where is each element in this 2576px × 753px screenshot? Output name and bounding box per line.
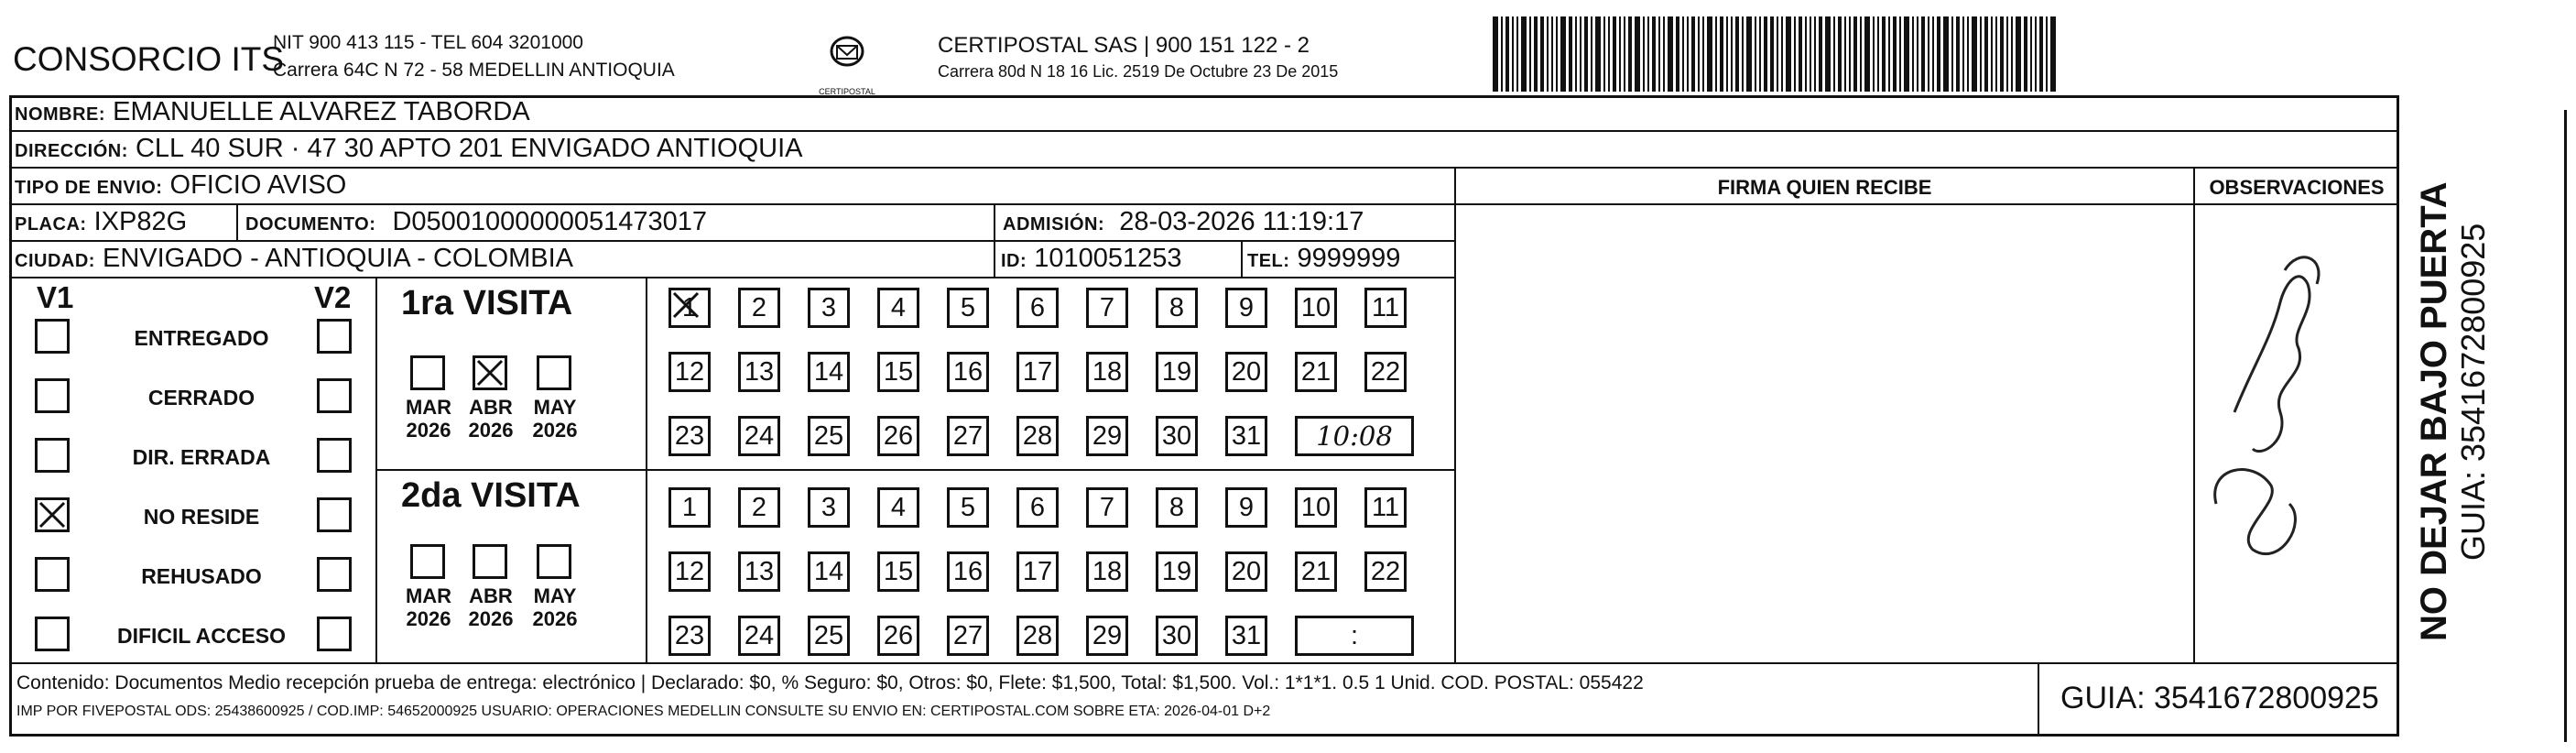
day-box-7[interactable]: 7: [1086, 288, 1128, 328]
day-box-17[interactable]: 17: [1016, 352, 1059, 392]
barcode-bar: [1853, 16, 1857, 92]
barcode-bar: [1899, 16, 1901, 92]
barcode-bar: [1512, 16, 1514, 92]
day-box-13[interactable]: 13: [738, 551, 780, 592]
barcode-bar: [1877, 16, 1879, 92]
document-label: DOCUMENTO:: [245, 214, 376, 235]
day-box-6[interactable]: 6: [1016, 487, 1059, 528]
day-box-6[interactable]: 6: [1016, 288, 1059, 328]
reason-label: NO RESIDE: [143, 505, 260, 529]
company-nit: NIT 900 413 115 - TEL 604 3201000: [273, 32, 583, 53]
day-box-31[interactable]: 31: [1225, 616, 1267, 656]
day-box-14[interactable]: 14: [808, 352, 850, 392]
city: [15, 244, 573, 274]
signature-column-header: FIRMA QUIEN RECIBE: [1717, 176, 1932, 199]
day-box-26[interactable]: 26: [877, 616, 919, 656]
month-name: MAY: [533, 396, 577, 419]
footer-guia: GUIA: 3541672800925: [2060, 681, 2379, 715]
admission-value: 28-03-2026 11:19:17: [1119, 207, 1364, 236]
reason-label: ENTREGADO: [134, 326, 269, 350]
month-checkbox-may[interactable]: [537, 544, 571, 579]
document-number: [245, 207, 707, 237]
v2-header: V2: [314, 280, 352, 314]
barcode-bar: [1547, 16, 1549, 92]
city-label: CIUDAD:: [15, 251, 95, 271]
carrier-name: CERTIPOSTAL SAS | 900 151 122 - 2: [938, 33, 1310, 58]
barcode-bar: [1628, 16, 1632, 92]
day-box-25[interactable]: 25: [808, 616, 850, 656]
day-box-14[interactable]: 14: [808, 551, 850, 592]
barcode-bar: [1932, 16, 1934, 92]
day-box-5[interactable]: 5: [947, 487, 989, 528]
day-box-22[interactable]: 22: [1364, 352, 1407, 392]
observations-column-header: OBSERVACIONES: [2209, 176, 2385, 199]
reason-label: DIR. ERRADA: [132, 445, 271, 469]
logo-caption: CERTIPOSTAL: [819, 87, 875, 96]
recipient-address: [15, 134, 802, 164]
barcode-bar: [2039, 16, 2043, 92]
barcode-bar: [1995, 16, 1997, 92]
reason-label: REHUSADO: [141, 564, 262, 588]
barcode-bar: [2030, 16, 2032, 92]
barcode-bar: [1652, 16, 1656, 92]
day-box-27[interactable]: 27: [947, 416, 989, 456]
barcode-bar: [1860, 16, 1862, 92]
address-value: CLL 40 SUR · 47 30 APTO 201 ENVIGADO ANTIOQUIA: [135, 134, 803, 163]
carrier-license: Carrera 80d N 18 16 Lic. 2519 De Octubre 23 De 2015: [938, 62, 1339, 81]
footer-print-line: IMP POR FIVEPOSTAL ODS: 25438600925 / COD.IMP: 54652000925 USUARIO: OPERACIONES MEDELLIN CONSULTE SU ENVIO EN: CERTIPOSTAL.COM SOBRE ETA: 2026-04-01 D+2: [16, 704, 1271, 719]
barcode-bar: [1991, 16, 1993, 92]
barcode-bar: [1619, 16, 1621, 92]
barcode-bar: [1777, 16, 1778, 92]
barcode-bar: [1687, 16, 1689, 92]
barcode-bar: [1720, 16, 1723, 92]
handwritten-observation: [2198, 229, 2353, 577]
day-box-8[interactable]: 8: [1156, 487, 1198, 528]
barcode-bar: [1956, 16, 1960, 92]
day-box-18[interactable]: 18: [1086, 352, 1128, 392]
city-value: ENVIGADO - ANTIOQUIA - COLOMBIA: [103, 244, 574, 273]
month-checkbox-may[interactable]: [537, 355, 571, 390]
day-box-24[interactable]: 24: [738, 416, 780, 456]
day-box-12[interactable]: 12: [668, 551, 711, 592]
day-box-2[interactable]: 2: [738, 288, 780, 328]
month-year: 2026: [468, 419, 514, 442]
barcode-bar: [2050, 16, 2056, 92]
v2-checkbox-3[interactable]: [317, 497, 352, 532]
barcode-bar: [1928, 16, 1929, 92]
barcode-bar: [1635, 16, 1640, 92]
barcode-bar: [1746, 16, 1752, 92]
day-box-22[interactable]: 22: [1364, 551, 1407, 592]
barcode-bar: [1676, 16, 1679, 92]
day-box-13[interactable]: 13: [738, 352, 780, 392]
day-box-9[interactable]: 9: [1225, 288, 1267, 328]
day-box-1[interactable]: 1: [668, 487, 711, 528]
barcode-bar: [1912, 16, 1914, 92]
barcode-bar: [1735, 16, 1739, 92]
month-label: [399, 396, 458, 442]
barcode-bar: [1668, 16, 1673, 92]
barcode-bar: [1882, 16, 1886, 92]
barcode-bar: [1516, 16, 1518, 92]
barcode-bar: [2024, 16, 2027, 92]
day-box-7[interactable]: 7: [1086, 487, 1128, 528]
month-label: [462, 396, 520, 442]
footer-content-line: Contenido: Documentos Medio recepción prueba de entrega: electrónico | Declarado: $0, % Seguro: $0, Otros: $0, Flete: $1,500, Total: $1,500. Vol.: 1*1*1. 0.5 1 Unid. COD. POSTAL: 055422: [16, 672, 1644, 693]
barcode-bar: [1560, 16, 1566, 92]
barcode-bar: [1819, 16, 1822, 92]
barcode-bar: [1805, 16, 1807, 92]
barcode-bar: [1603, 16, 1605, 92]
name-value: EMANUELLE ALVAREZ TABORDA: [113, 97, 530, 126]
day-box-30[interactable]: 30: [1156, 616, 1198, 656]
barcode-bar: [1893, 16, 1897, 92]
admission-label: ADMISIÓN:: [1003, 214, 1105, 235]
day-box-4[interactable]: 4: [877, 487, 919, 528]
barcode-bar: [1726, 16, 1728, 92]
company-address: Carrera 64C N 72 - 58 MEDELLIN ANTIOQUIA: [273, 60, 675, 81]
day-box-16[interactable]: 16: [947, 352, 989, 392]
barcode-bar: [1731, 16, 1733, 92]
time-box[interactable]: :: [1295, 616, 1414, 656]
envelope-icon: [815, 33, 879, 88]
barcode-bar: [1833, 16, 1835, 92]
barcode-bar: [1873, 16, 1875, 92]
plate: [15, 207, 187, 237]
day-box-25[interactable]: 25: [808, 416, 850, 456]
month-name: MAY: [533, 584, 577, 607]
document-value: D05001000000051473017: [392, 207, 707, 236]
month-checkbox-abr[interactable]: [473, 544, 507, 579]
barcode-bar: [1682, 16, 1684, 92]
barcode-bar: [1702, 16, 1704, 92]
barcode-bar: [1742, 16, 1744, 92]
barcode-bar: [1794, 16, 1796, 92]
month-year: 2026: [406, 419, 451, 442]
reason-label: DIFICIL ACCESO: [116, 624, 286, 648]
barcode-bar: [2046, 16, 2048, 92]
barcode-bar: [1962, 16, 1964, 92]
barcode-bar: [1691, 16, 1695, 92]
v1-checkbox-5[interactable]: [35, 617, 70, 651]
month-name: ABR: [469, 396, 513, 419]
day-box-1[interactable]: 1: [668, 288, 711, 328]
barcode-bar: [1551, 16, 1553, 92]
barcode-bar: [1770, 16, 1774, 92]
barcode-bar: [1917, 16, 1918, 92]
barcode-bar: [1864, 16, 1870, 92]
address-label: DIRECCIÓN:: [15, 141, 128, 161]
month-label: [526, 584, 584, 630]
day-box-11[interactable]: 11: [1364, 288, 1407, 328]
barcode-bar: [1698, 16, 1700, 92]
month-year: 2026: [532, 607, 578, 630]
barcode-bar: [2006, 16, 2008, 92]
day-box-4[interactable]: 4: [877, 288, 919, 328]
month-year: 2026: [532, 419, 578, 442]
barcode: [1493, 16, 2225, 92]
day-box-21[interactable]: 21: [1295, 551, 1337, 592]
barcode-bar: [1608, 16, 1610, 92]
day-box-17[interactable]: 17: [1016, 551, 1059, 592]
barcode-bar: [1534, 16, 1538, 92]
barcode-bar: [1521, 16, 1527, 92]
barcode-bar: [1825, 16, 1831, 92]
barcode-bar: [1624, 16, 1625, 92]
day-box-23[interactable]: 23: [668, 416, 711, 456]
barcode-bar: [1643, 16, 1645, 92]
certipostal-logo: [806, 33, 888, 96]
second-visit-title: 2da VISITA: [401, 476, 581, 515]
day-box-11[interactable]: 11: [1364, 487, 1407, 528]
day-box-27[interactable]: 27: [947, 616, 989, 656]
barcode-bar: [1810, 16, 1811, 92]
barcode-bar: [1759, 16, 1761, 92]
v1-checkbox-0[interactable]: [35, 319, 70, 354]
day-box-28[interactable]: 28: [1016, 616, 1059, 656]
day-box-10[interactable]: 10: [1295, 487, 1337, 528]
day-box-9[interactable]: 9: [1225, 487, 1267, 528]
plate-value: IXP82G: [93, 207, 188, 236]
v2-checkbox-1[interactable]: [317, 378, 352, 413]
barcode-bar: [1575, 16, 1577, 92]
id-label: ID:: [1001, 251, 1027, 271]
barcode-bar: [2035, 16, 2037, 92]
first-visit-title: 1ra VISITA: [401, 284, 573, 322]
day-box-19[interactable]: 19: [1156, 551, 1198, 592]
side-guia: GUIA: 3541672800925: [2454, 223, 2492, 561]
day-box-20[interactable]: 20: [1225, 551, 1267, 592]
reason-label: CERRADO: [147, 386, 255, 409]
plate-label: PLACA:: [15, 214, 87, 235]
recipient-id: [1001, 244, 1182, 274]
barcode-bar: [1814, 16, 1816, 92]
barcode-bar: [1505, 16, 1509, 92]
barcode-bar: [1591, 16, 1592, 92]
month-checkbox-abr[interactable]: [473, 355, 507, 390]
month-name: ABR: [469, 584, 513, 607]
barcode-bar: [1493, 16, 1498, 92]
barcode-bar: [1613, 16, 1616, 92]
name-label: NOMBRE:: [15, 104, 106, 125]
v1-header: V1: [37, 280, 74, 314]
barcode-bar: [2011, 16, 2013, 92]
barcode-bar: [1663, 16, 1665, 92]
day-box-29[interactable]: 29: [1086, 616, 1128, 656]
day-box-8[interactable]: 8: [1156, 288, 1198, 328]
shipment-type-value: OFICIO AVISO: [169, 170, 347, 200]
v1-checkbox-4[interactable]: [35, 557, 70, 592]
barcode-bar: [2016, 16, 2021, 92]
barcode-bar: [1951, 16, 1953, 92]
barcode-bar: [1888, 16, 1890, 92]
barcode-bar: [1658, 16, 1660, 92]
company-name: CONSORCIO ITS: [13, 40, 285, 78]
barcode-bar: [1849, 16, 1851, 92]
month-label: [462, 584, 520, 630]
barcode-bar: [2000, 16, 2004, 92]
barcode-bar: [1984, 16, 1988, 92]
day-box-15[interactable]: 15: [877, 352, 919, 392]
day-box-3[interactable]: 3: [808, 487, 850, 528]
day-box-31[interactable]: 31: [1225, 416, 1267, 456]
day-box-2[interactable]: 2: [738, 487, 780, 528]
shipment-type-label: TIPO DE ENVIO:: [15, 178, 163, 198]
month-checkbox-mar[interactable]: [410, 355, 445, 390]
barcode-bar: [1501, 16, 1503, 92]
day-box-5[interactable]: 5: [947, 288, 989, 328]
day-box-24[interactable]: 24: [738, 616, 780, 656]
month-year: 2026: [468, 607, 514, 630]
barcode-bar: [1647, 16, 1649, 92]
v2-checkbox-2[interactable]: [317, 438, 352, 473]
day-box-29[interactable]: 29: [1086, 416, 1128, 456]
barcode-bar: [1569, 16, 1572, 92]
time-box[interactable]: 10:08: [1295, 416, 1414, 456]
barcode-bar: [1715, 16, 1717, 92]
recipient-name: [15, 97, 530, 127]
day-box-28[interactable]: 28: [1016, 416, 1059, 456]
barcode-bar: [1937, 16, 1940, 92]
shipment-type: [15, 170, 346, 201]
day-box-10[interactable]: 10: [1295, 288, 1337, 328]
v2-checkbox-4[interactable]: [317, 557, 352, 592]
v1-checkbox-3[interactable]: [35, 497, 70, 532]
barcode-bar: [1921, 16, 1925, 92]
month-name: MAR: [405, 396, 452, 419]
day-box-12[interactable]: 12: [668, 352, 711, 392]
month-label: [399, 584, 458, 630]
tel-label: TEL:: [1247, 251, 1290, 271]
day-box-30[interactable]: 30: [1156, 416, 1198, 456]
day-box-3[interactable]: 3: [808, 288, 850, 328]
barcode-bar: [1786, 16, 1791, 92]
barcode-bar: [1781, 16, 1783, 92]
barcode-bar: [1844, 16, 1846, 92]
tel-value: 9999999: [1297, 244, 1401, 273]
barcode-bar: [1967, 16, 1969, 92]
barcode-bar: [1580, 16, 1581, 92]
day-box-21[interactable]: 21: [1295, 352, 1337, 392]
day-box-16[interactable]: 16: [947, 551, 989, 592]
day-box-19[interactable]: 19: [1156, 352, 1198, 392]
admission-date: [1003, 207, 1364, 237]
barcode-bar: [1755, 16, 1756, 92]
id-value: 1010051253: [1034, 244, 1182, 273]
barcode-bar: [1540, 16, 1544, 92]
barcode-bar: [1584, 16, 1588, 92]
barcode-bar: [1838, 16, 1842, 92]
day-box-26[interactable]: 26: [877, 416, 919, 456]
barcode-bar: [1972, 16, 1977, 92]
day-box-23[interactable]: 23: [668, 616, 711, 656]
barcode-bar: [1904, 16, 1909, 92]
recipient-tel: [1247, 244, 1400, 274]
month-year: 2026: [406, 607, 451, 630]
v2-checkbox-0[interactable]: [317, 319, 352, 354]
barcode-bar: [1595, 16, 1601, 92]
barcode-bar: [1529, 16, 1531, 92]
day-box-15[interactable]: 15: [877, 551, 919, 592]
v2-checkbox-5[interactable]: [317, 617, 352, 651]
month-label: [526, 396, 584, 442]
v1-checkbox-1[interactable]: [35, 378, 70, 413]
v1-checkbox-2[interactable]: [35, 438, 70, 473]
side-instruction: NO DEJAR BAJO PUERTA: [2414, 181, 2454, 641]
month-checkbox-mar[interactable]: [410, 544, 445, 579]
barcode-bar: [1943, 16, 1949, 92]
barcode-bar: [1980, 16, 1982, 92]
barcode-bar: [1556, 16, 1558, 92]
barcode-bar: [1707, 16, 1712, 92]
day-box-18[interactable]: 18: [1086, 551, 1128, 592]
barcode-bar: [1764, 16, 1767, 92]
day-box-20[interactable]: 20: [1225, 352, 1267, 392]
month-name: MAR: [405, 584, 452, 607]
barcode-bar: [1799, 16, 1802, 92]
